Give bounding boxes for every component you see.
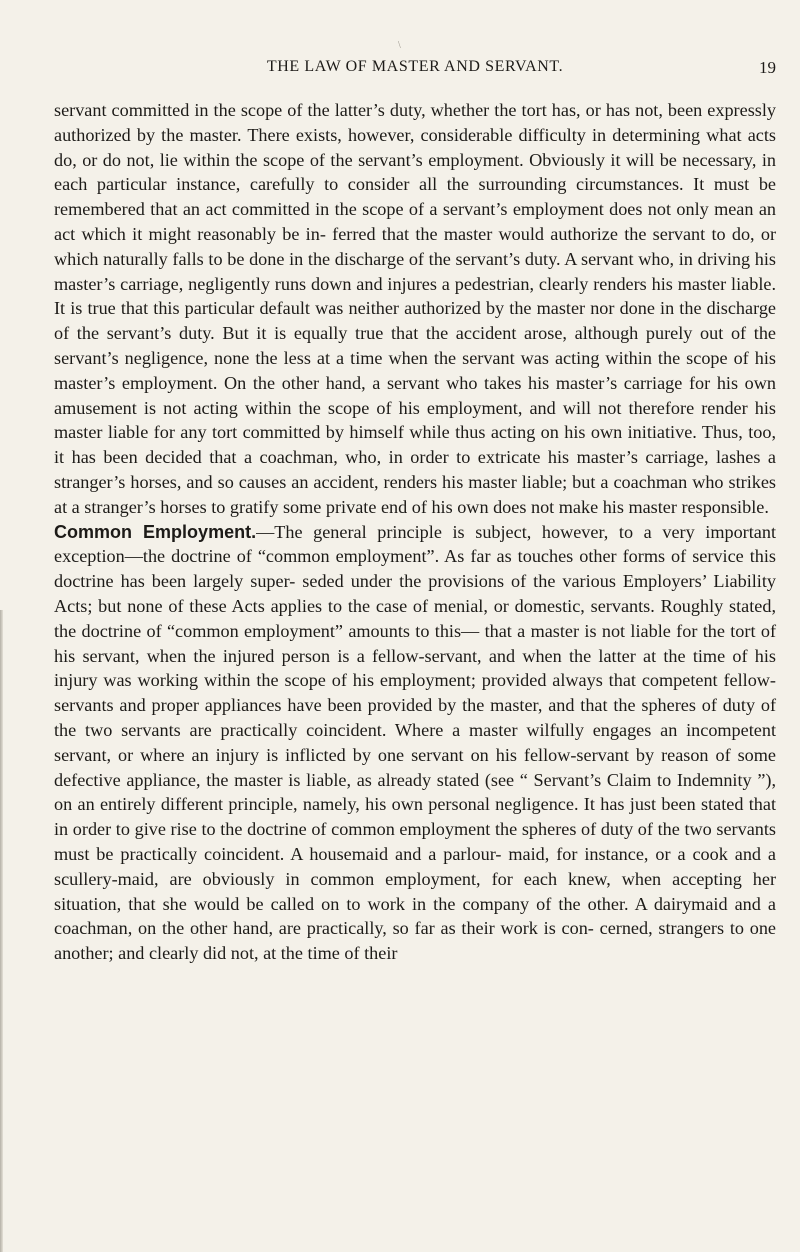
paragraph-2-text: —The general principle is subject, however, to a very important exception—the doctrine of “common employment”. As far as touches other forms of service this doctrine has been largely super- seded under the provisions of the various Employers’ Liability Acts; but none of these Acts applies to the case of menial, or domestic, servants. Roughly stated, the doctrine of “common employment” amounts to this— that a master is not liable for the tort of his servant, when the injured person is a fellow-servant, and when the latter at the time of his injury was working within the scope of his employment; provided always that competent fellow-servants and proper appliances have been provided by the master, and that the spheres of duty of the two servants are practically coincident. Where a master wilfully engages an incompetent servant, or where an injury is inflicted by one servant on his fellow-servant by reason of some defective appliance, the master is liable, as already stated (see “ Servant’s Claim to Indemnity ”), on an entirely different principle, namely, his own personal negligence. It has just been stated that in order to give rise to the doctrine of common employment the spheres of duty of the two servants must be practically coincident. A housemaid and a parlour- maid, for instance, or a cook and a scullery-maid, are obviously in common employment, for each knew, when accepting her situation, that she would be called on to work in the company of the other. A dairymaid and a coachman, on the other hand, are practically, so far as their work is con- cerned, strangers to one another; and clearly did not, at the time of their [54, 521, 776, 964]
page-header [54, 58, 776, 82]
corner-mark: \ [398, 40, 401, 51]
paragraph-1: servant committed in the scope of the latter’s duty, whether the tort has, or has not, been expressly authorized by the master. There exists, however, considerable difficulty in determining what acts do, or do not, lie within the scope of the servant’s employment. Obviously it will be necessary, in each particular instance, carefully to consider all the surrounding circumstances. It must be remembered that an act committed in the scope of a servant’s employment does not only mean an act which it might reasonably be in- ferred that the master would authorize the servant to do, or which naturally falls to be done in the discharge of the servant’s duty. A servant who, in driving his master’s carriage, negligently runs down and injures a pedestrian, clearly renders his master liable. It is true that this particular default was neither authorized by the master nor done in the discharge of the servant’s duty. But it is equally true that the accident arose, although purely out of the servant’s negligence, none the less at a time when the servant was acting within the scope of his master’s employment. On the other hand, a servant who takes his master’s carriage for his own amusement is not acting within the scope of his employment, and will not therefore render his master liable for any tort committed by himself while thus acting on his own initiative. Thus, too, it has been decided that a coachman, who, in order to extricate his master’s carriage, lashes a stranger’s horses, and so causes an accident, renders his master liable; but a coachman who strikes at a stranger’s horses to gratify some private end of his own does not make his master responsible. [54, 100, 776, 517]
running-head: THE LAW OF MASTER AND SERVANT. [266, 58, 564, 75]
section-heading: Common Employment. [54, 521, 257, 542]
page-edge-shadow [0, 610, 3, 1252]
body-text [54, 98, 776, 966]
paragraph-2 [54, 520, 776, 966]
page-number: 19 [759, 58, 776, 77]
